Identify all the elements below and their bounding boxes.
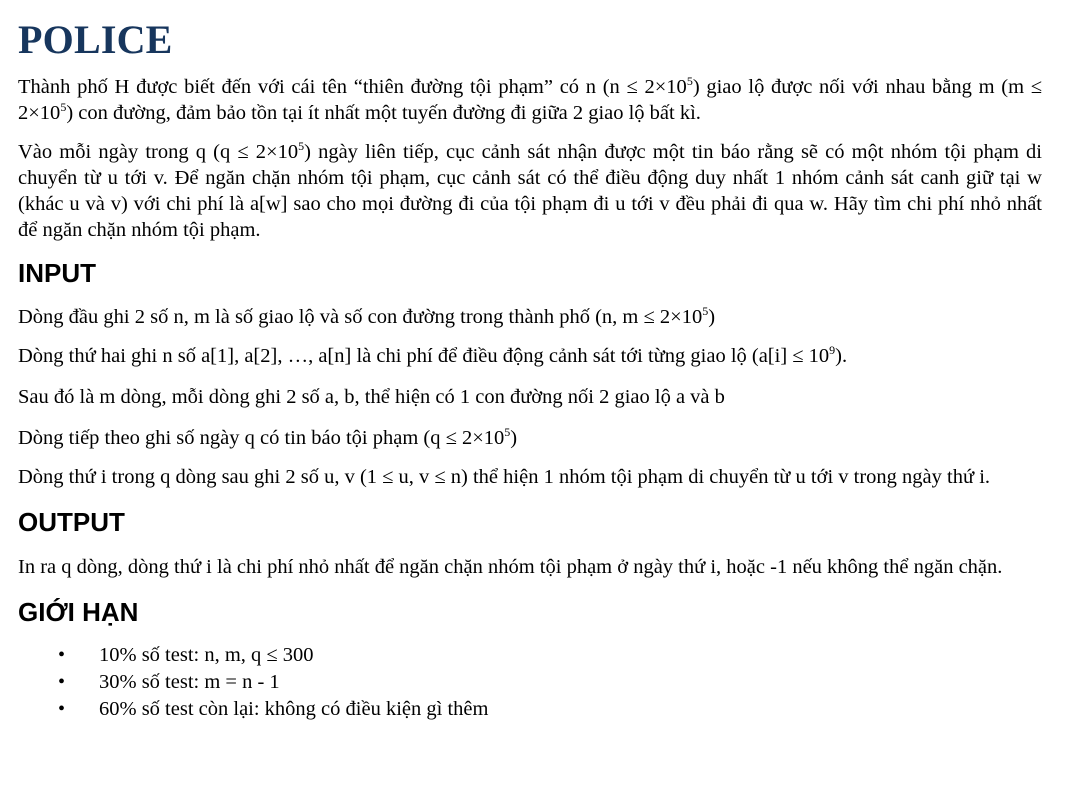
list-item: • 10% số test: n, m, q ≤ 300 xyxy=(18,642,1042,669)
output-heading: OUTPUT xyxy=(18,507,125,537)
input-line-3: Sau đó là m dòng, mỗi dòng ghi 2 số a, b, thể hiện có 1 con đường nối 2 giao lộ a và b xyxy=(18,386,725,408)
statement-paragraph-2: Vào mỗi ngày trong q $(q \le 2\times 10^5)$ ngày liên tiếp, cục cảnh sát nhận được một tin báo rằng sẽ có một nhóm tội phạm di chuyển từ u tới v. Để ngăn chặn nhóm tội phạm, cục cảnh sát có thể điều động duy nhất 1 nhóm cảnh sát canh giữ tại w (khác u và v) với chi phí là a[w] sao cho mọi đường đi của tội phạm đi u tới v đều phải đi qua w. Hãy tìm chi phí nhỏ nhất để ngăn chặn nhóm tội phạm. xyxy=(18,139,1042,241)
list-item: • 60% số test còn lại: không có điều kiện gì thêm xyxy=(18,696,1042,723)
input-heading: INPUT xyxy=(18,258,96,288)
limits-heading: GIỚI HẠN xyxy=(18,597,139,627)
output-text: In ra q dòng, dòng thứ i là chi phí nhỏ nhất để ngăn chặn nhóm tội phạm ở ngày thứ i, hoặc -1 nếu không thể ngăn chặn. xyxy=(18,556,1003,578)
input-line-1: Dòng đầu ghi 2 số n, m là số giao lộ và số con đường trong thành phố (n, $m \le 2\times 10^5$) xyxy=(18,304,716,328)
statement-paragraph-1: Thành phố H được biết đến với cái tên “thiên đường tội phạm” có n $(n \le 2\times 10^5)$ giao lộ được nối với nhau bằng m $(m \le 2\times 10^5)$ con đường, đảm bảo tồn tại ít nhất một tuyến đường đi giữa 2 giao lộ bất kì. xyxy=(18,74,1043,124)
superscript: 5 xyxy=(686,74,693,88)
input-line-4: Dòng tiếp theo ghi số ngày q có tin báo tội phạm $(q \le 2\times 10^5)$ xyxy=(18,425,518,449)
superscript: 5 xyxy=(60,100,67,114)
input-line-2: Dòng thứ hai ghi n số a[1], a[2], …, a[n] là chi phí để điều động cảnh sát tới từng giao lộ $(a[i] \le 10^9)$. xyxy=(18,343,848,367)
bullet-icon: • xyxy=(58,671,66,693)
superscript: 5 xyxy=(702,304,709,318)
list-item: • 30% số test: m = n - 1 xyxy=(18,669,1042,696)
limits-list xyxy=(18,642,1042,723)
bullet-icon: • xyxy=(58,698,66,720)
superscript: 5 xyxy=(504,425,511,439)
input-line-5: Dòng thứ i trong q dòng sau ghi 2 số u, v (1 ≤ u, v ≤ n) thể hiện 1 nhóm tội phạm di chuyển từ u tới v trong ngày thứ i. xyxy=(18,466,991,488)
superscript: 5 xyxy=(298,139,305,153)
bullet-icon: • xyxy=(58,644,66,666)
superscript: 9 xyxy=(829,343,836,357)
problem-title: POLICE xyxy=(18,17,173,62)
